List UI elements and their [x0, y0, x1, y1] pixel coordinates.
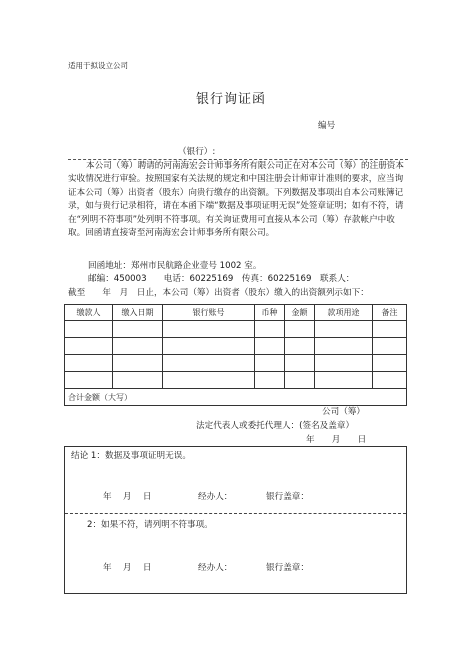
- table-header-row: [65, 305, 407, 321]
- table-cell: [163, 321, 255, 338]
- table-cell: [163, 372, 255, 389]
- sign-date: 年 月 日: [306, 435, 367, 445]
- table-cell: [65, 372, 113, 389]
- document-title: 银行询证函: [196, 92, 267, 107]
- header-note: 适用于拟设立公司: [68, 61, 128, 70]
- total-amount-label: 合计金额（大写）: [65, 389, 407, 406]
- col-header-remark: 备注: [373, 305, 407, 321]
- table-cell: [285, 338, 315, 355]
- conclusion-1-date: 年 月 日: [103, 492, 152, 502]
- table-cell: [255, 355, 285, 372]
- contact-line: 邮编：450003 电话：60225169 传真：60225169 联系人：: [88, 274, 355, 284]
- bank-reply-box: [64, 446, 407, 594]
- body-paragraph: 本公司（筹）聘请的河南海宏会计师事务所有限公司正在对本公司（筹）的注册资本实收情况进行审验。按照国家有关法规的规定和中国注册会计师审计准则的要求，应当询证本公司（筹）出资者（股东）向贵行缴存的出资额。下列数据及事项出自本公司账簿记录，如与贵行记录相符，请在本函下端“数据及事项证明无误”处签章证明；如有不符，请在“列明不符事项”处列明不符事项。有关询证费用可直接从本公司（筹）存款帐户中收取。回函请直接寄至河南海宏会计师事务所有限公司。: [68, 161, 404, 239]
- table-row: [65, 372, 407, 389]
- table-cell: [315, 338, 373, 355]
- table-cell: [285, 321, 315, 338]
- table-cell: [113, 355, 163, 372]
- table-cell: [285, 355, 315, 372]
- table-cell: [255, 338, 285, 355]
- reply-box-divider: [65, 513, 406, 514]
- conclusion-2-date: 年 月 日: [103, 563, 152, 573]
- conclusion-1-bank-seal: 银行盖章：: [266, 492, 309, 502]
- table-cell: [113, 338, 163, 355]
- table-cell: [373, 338, 407, 355]
- company-sign-label: 公司（筹）: [322, 407, 365, 417]
- col-header-account: 银行账号: [163, 305, 255, 321]
- conclusion-2-handler: 经办人：: [198, 563, 233, 573]
- table-cell: [163, 338, 255, 355]
- number-label: 编号: [318, 121, 336, 131]
- table-cell: [373, 372, 407, 389]
- table-cell: [315, 372, 373, 389]
- col-header-amount: 金额: [285, 305, 315, 321]
- conclusion-2-bank-seal: 银行盖章：: [266, 563, 309, 573]
- table-cell: [373, 355, 407, 372]
- table-cell: [65, 338, 113, 355]
- col-header-purpose: 款项用途: [315, 305, 373, 321]
- col-header-payer: 缴款人: [65, 305, 113, 321]
- table-cell: [113, 372, 163, 389]
- table-cell: [65, 321, 113, 338]
- legal-rep-sign-label: 法定代表人或委托代理人：(签名及盖章）: [196, 421, 355, 431]
- table-row: [65, 338, 407, 355]
- table-total-row: [65, 389, 407, 406]
- table-cell: [285, 372, 315, 389]
- table-cell: [163, 355, 255, 372]
- table-cell: [255, 372, 285, 389]
- table-row: [65, 321, 407, 338]
- table-cell: [255, 321, 285, 338]
- deposit-table: [64, 304, 407, 406]
- col-header-date: 缴入日期: [113, 305, 163, 321]
- table-cell: [113, 321, 163, 338]
- table-cell: [315, 355, 373, 372]
- conclusion-2-label: 2：如果不符，请列明不符事项。: [87, 520, 213, 530]
- table-cell: [315, 321, 373, 338]
- bank-line: （银行）:: [178, 147, 216, 157]
- reply-address: 回函地址：郑州市民航路企业壹号 1002 室。: [88, 261, 262, 271]
- table-row: [65, 355, 407, 372]
- table-cell: [373, 321, 407, 338]
- table-cell: [65, 355, 113, 372]
- as-of-line: 截至 年 月 日止，本公司（筹）出资者（股东）缴入的出资额列示如下：: [68, 288, 369, 298]
- conclusion-1-label: 结论 1：数据及事项证明无误。: [71, 451, 191, 461]
- conclusion-1-handler: 经办人：: [198, 492, 233, 502]
- col-header-currency: 币种: [255, 305, 285, 321]
